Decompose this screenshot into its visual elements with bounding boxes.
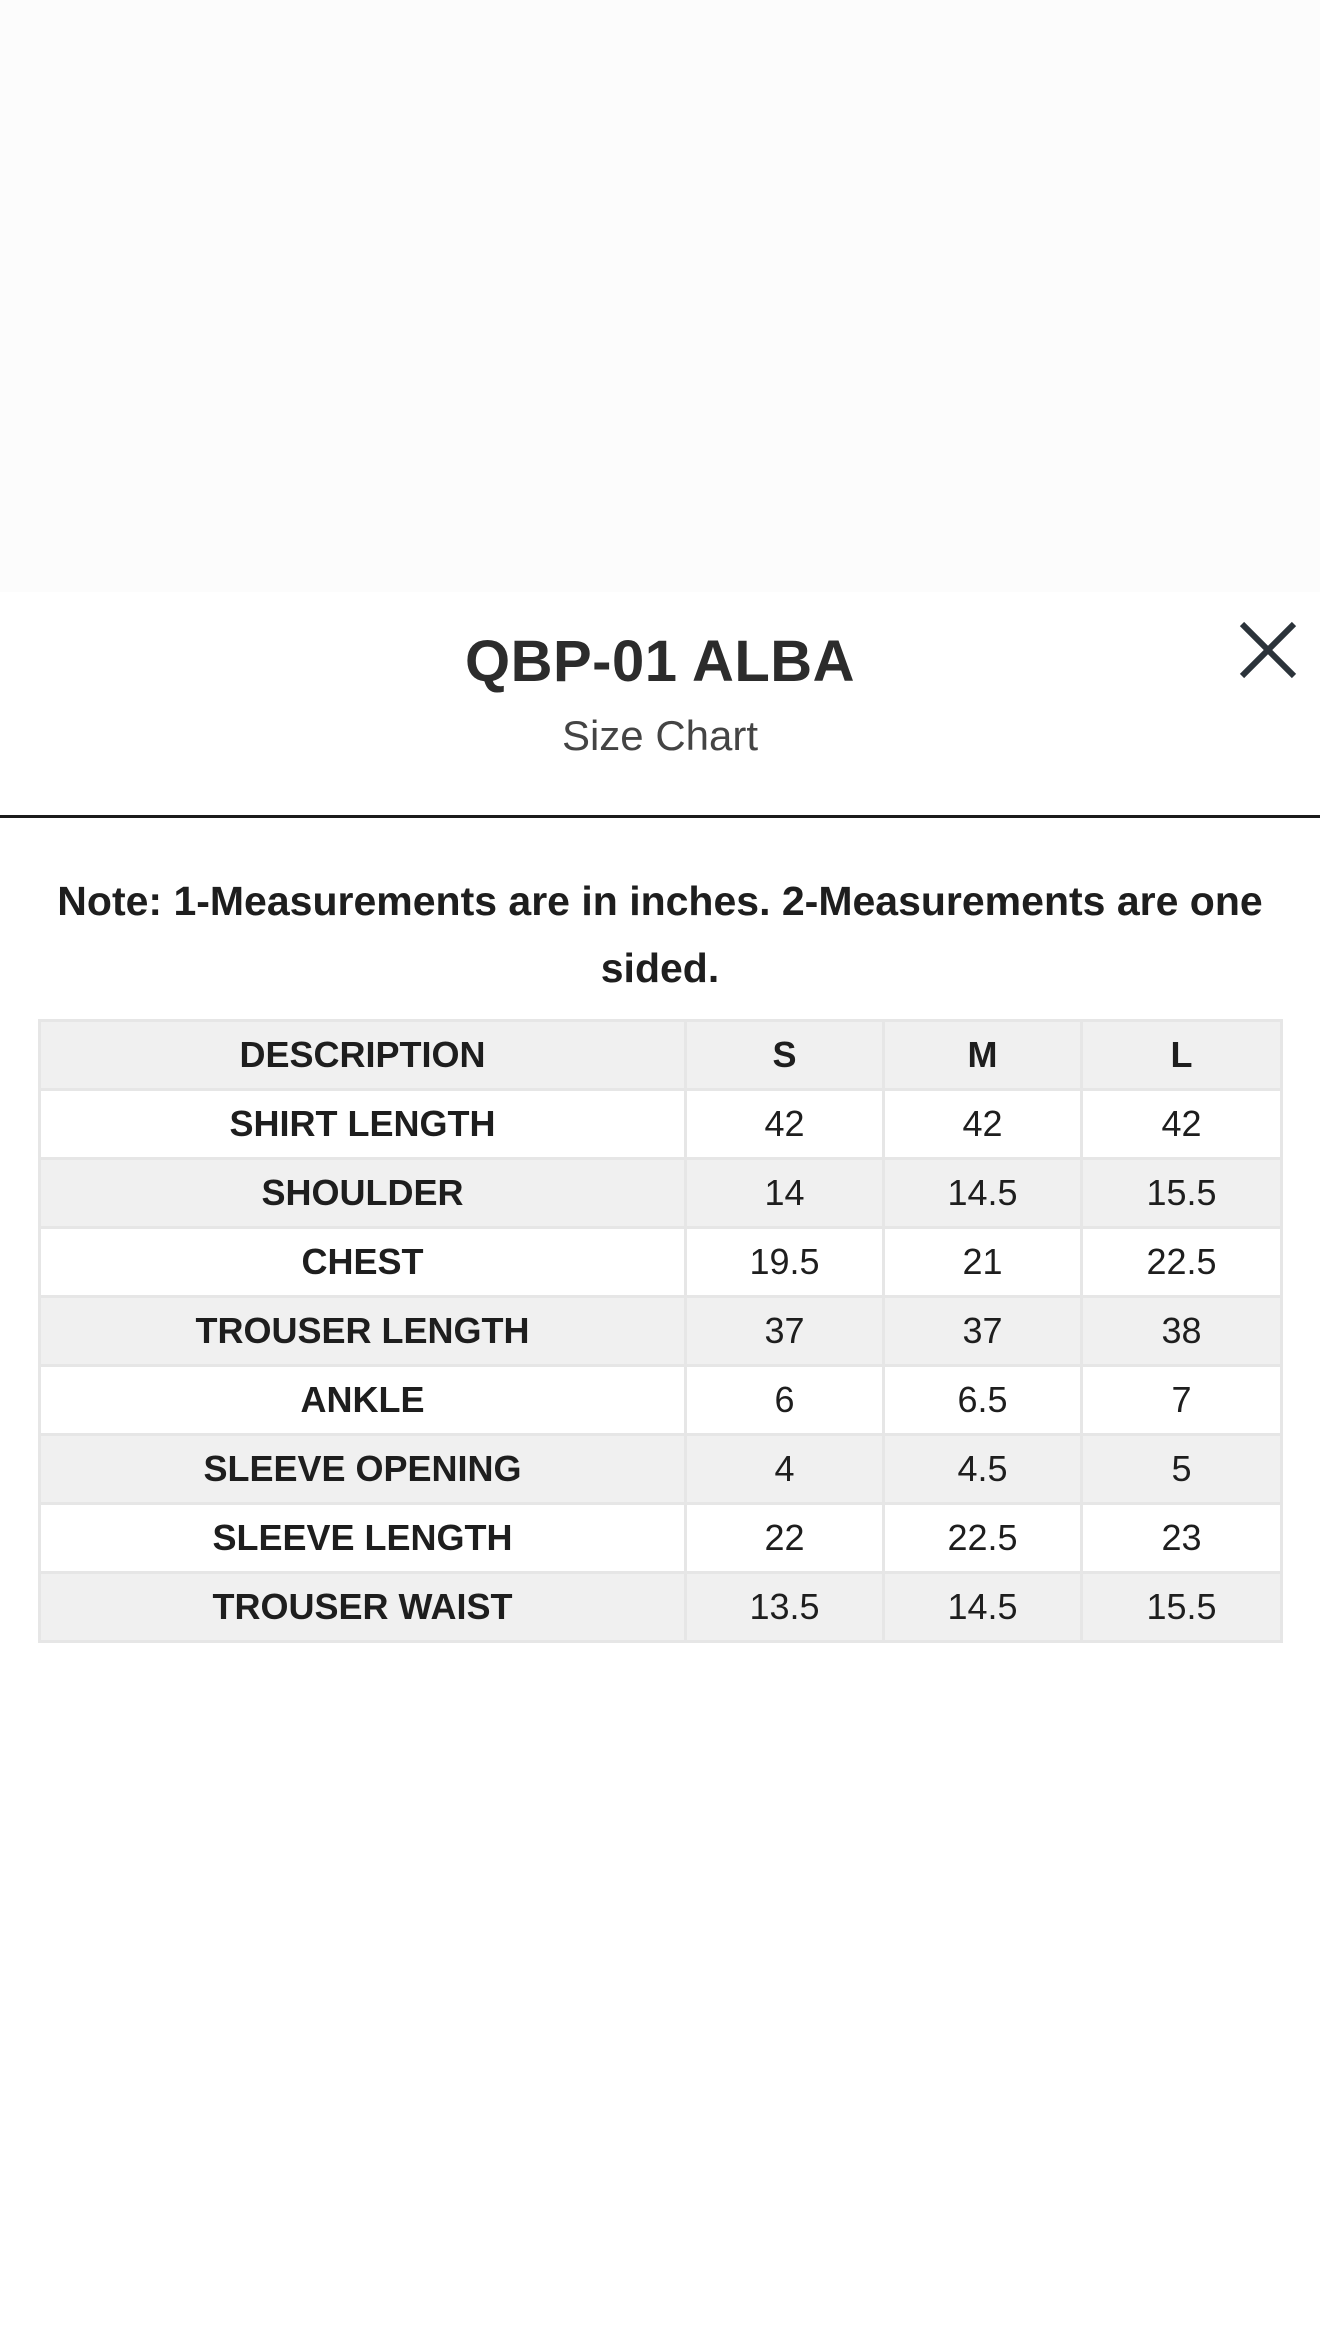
size-l-value: 38 [1082,1297,1282,1366]
table-row [40,1228,1282,1297]
column-header-description: DESCRIPTION [40,1021,686,1090]
row-description: SHOULDER [40,1159,686,1228]
size-m-value: 14.5 [884,1159,1082,1228]
size-chart-modal [0,592,1320,2346]
modal-header [0,592,1320,818]
modal-subtitle: Size Chart [561,712,759,759]
table-row [40,1504,1282,1573]
size-m-value: 42 [884,1090,1082,1159]
size-l-value: 5 [1082,1435,1282,1504]
row-description: ANKLE [40,1366,686,1435]
table-row [40,1366,1282,1435]
size-m-value: 4.5 [884,1435,1082,1504]
size-s-value: 42 [686,1090,884,1159]
size-s-value: 6 [686,1366,884,1435]
table-row [40,1435,1282,1504]
size-s-value: 13.5 [686,1573,884,1642]
table-row [40,1159,1282,1228]
size-l-value: 15.5 [1082,1573,1282,1642]
size-s-value: 19.5 [686,1228,884,1297]
row-description: TROUSER WAIST [40,1573,686,1642]
size-l-value: 15.5 [1082,1159,1282,1228]
size-m-value: 22.5 [884,1504,1082,1573]
size-m-value: 21 [884,1228,1082,1297]
size-s-value: 22 [686,1504,884,1573]
measurement-note: Note: 1-Measurements are in inches. 2-Measurements are one sided. [57,878,1263,991]
row-description: SLEEVE OPENING [40,1435,686,1504]
row-description: SLEEVE LENGTH [40,1504,686,1573]
row-description: CHEST [40,1228,686,1297]
size-s-value: 14 [686,1159,884,1228]
size-m-value: 6.5 [884,1366,1082,1435]
product-title: QBP-01 ALBA [464,629,856,694]
table-row [40,1090,1282,1159]
size-s-value: 4 [686,1435,884,1504]
column-header-m: M [884,1021,1082,1090]
table-row [40,1297,1282,1366]
table-row [40,1573,1282,1642]
size-l-value: 42 [1082,1090,1282,1159]
size-l-value: 22.5 [1082,1228,1282,1297]
size-m-value: 14.5 [884,1573,1082,1642]
column-header-l: L [1082,1021,1282,1090]
row-description: TROUSER LENGTH [40,1297,686,1366]
size-s-value: 37 [686,1297,884,1366]
column-header-s: S [686,1021,884,1090]
table-header-row [40,1021,1282,1090]
close-icon [1232,614,1304,686]
size-l-value: 7 [1082,1366,1282,1435]
size-table [38,1019,1283,1643]
backdrop-overlay[interactable] [0,0,1320,592]
close-button[interactable] [1232,614,1304,686]
size-m-value: 37 [884,1297,1082,1366]
size-l-value: 23 [1082,1504,1282,1573]
row-description: SHIRT LENGTH [40,1090,686,1159]
